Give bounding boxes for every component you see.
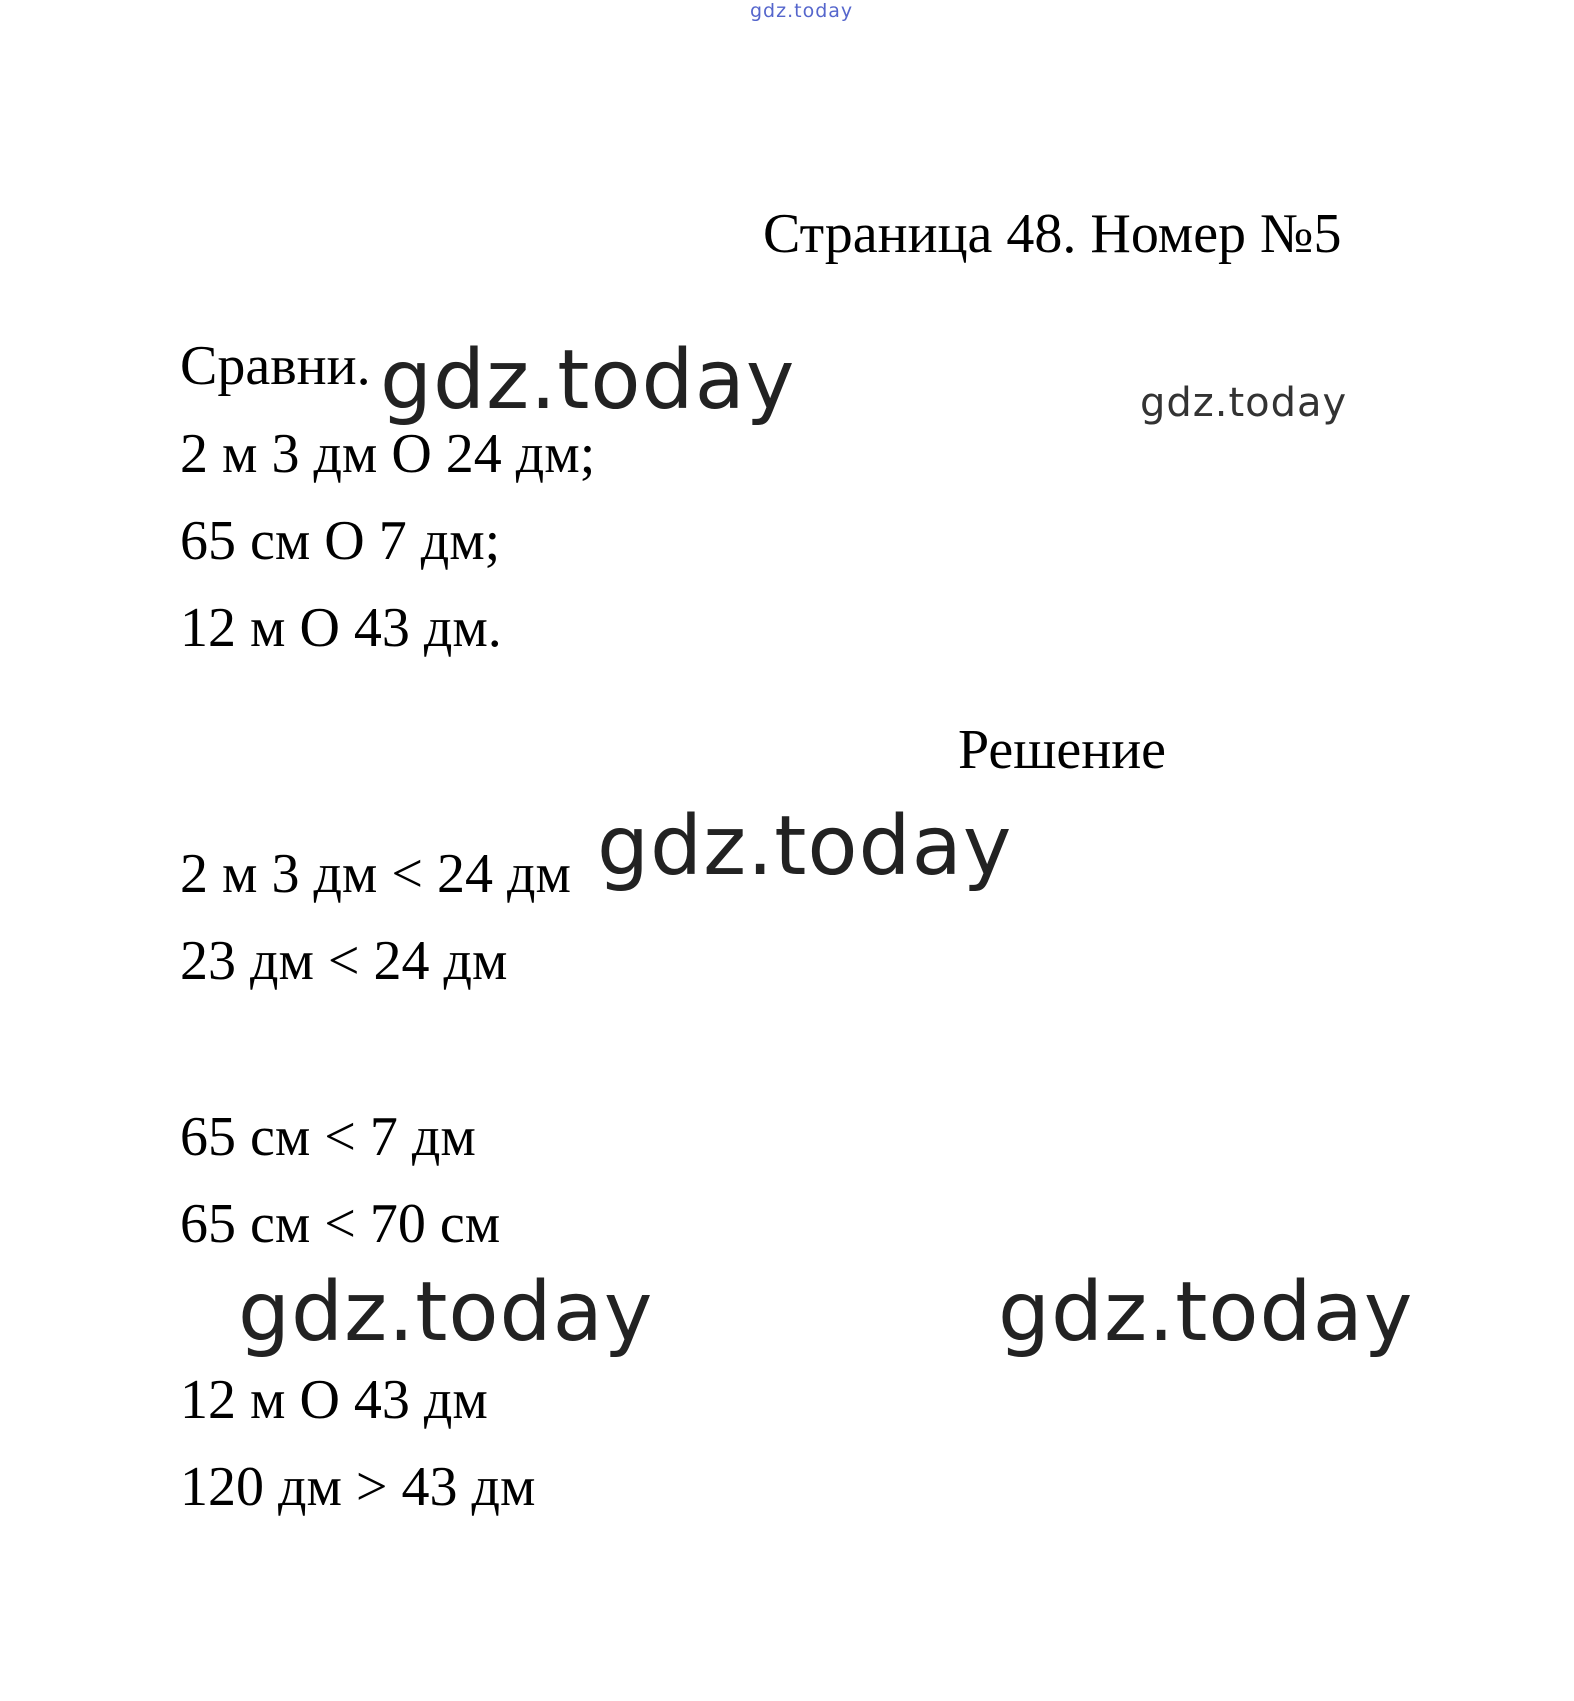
task-line-3: 12 м О 43 дм.	[180, 597, 502, 659]
solution-line-5: 12 м О 43 дм	[180, 1369, 488, 1431]
solution-line-4: 65 см < 70 см	[180, 1193, 501, 1255]
watermark-1: gdz.today	[380, 333, 796, 428]
watermark-2: gdz.today	[1140, 380, 1348, 426]
page-title: Страница 48. Номер №5	[763, 203, 1342, 265]
task-intro: Сравни.	[180, 335, 371, 397]
solution-line-6: 120 дм > 43 дм	[180, 1456, 536, 1518]
solution-line-3: 65 см < 7 дм	[180, 1106, 476, 1168]
watermark-5: gdz.today	[998, 1265, 1414, 1360]
watermark-top: gdz.today	[750, 0, 854, 22]
solution-heading: Решение	[958, 719, 1167, 781]
watermark-4: gdz.today	[238, 1265, 654, 1360]
task-line-2: 65 см О 7 дм;	[180, 510, 501, 572]
solution-line-2: 23 дм < 24 дм	[180, 930, 508, 992]
watermark-3: gdz.today	[597, 799, 1013, 894]
solution-line-1: 2 м 3 дм < 24 дм	[180, 843, 571, 905]
task-line-1: 2 м 3 дм О 24 дм;	[180, 423, 596, 485]
